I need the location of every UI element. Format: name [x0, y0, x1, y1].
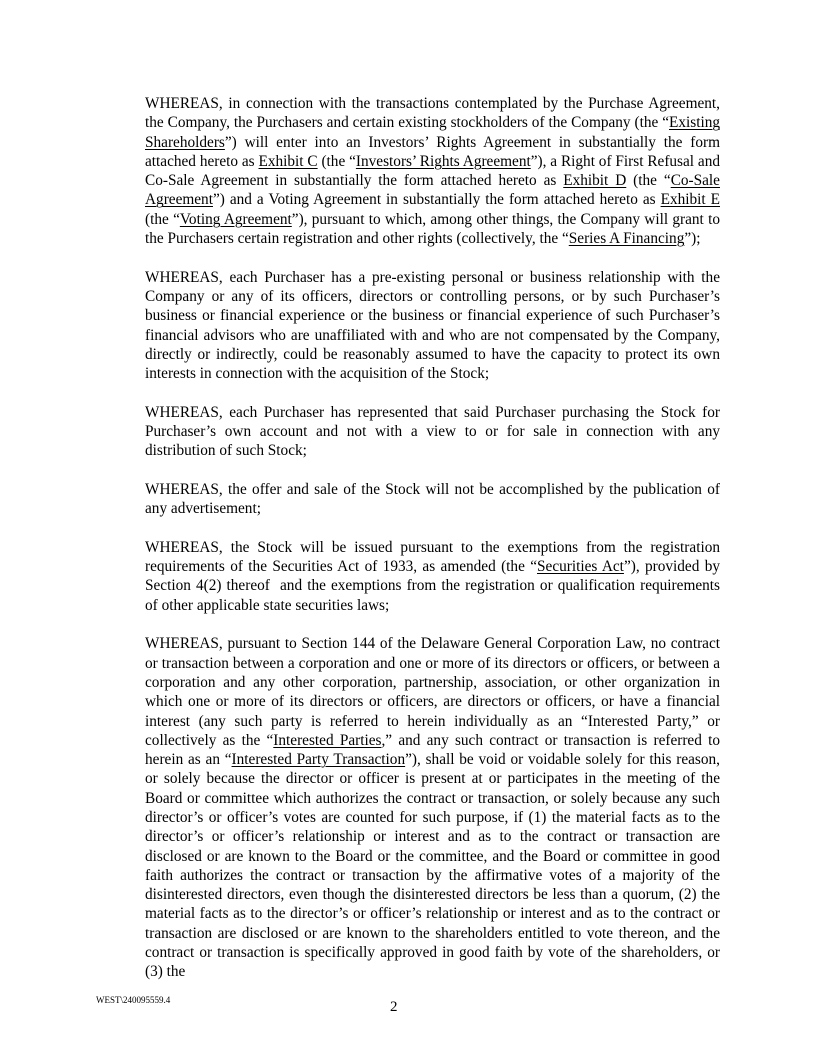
whereas-paragraph	[145, 403, 720, 461]
defined-term: Exhibit C	[258, 152, 318, 170]
paragraph-text: ”), shall be void or voidable solely for this reason, or solely because the director or officer is present at or participates in the meeting of the Board or committee which authorizes the contract or transaction, or solely because any such director’s or officer’s votes are counted for such purpose, if (1) the material facts as to the director’s or officer’s relationship or interest and as to the contract or transaction are disclosed or are known to the Board or the committee, and the Board or committee in good faith authorizes the contract or transaction by the affirmative votes of a majority of the disinterested directors, even though the disinterested directors be less than a quorum, (2) the material facts as to the director’s or officer’s relationship or interest and as to the contract or transaction are disclosed or are known to the shareholders entitled to vote thereon, and the contract or transaction is specifically approved in good faith by vote of the shareholders, or (3) the	[145, 751, 721, 981]
paragraph-text: WHEREAS, in connection with the transactions contemplated by the Purchase Agreement, the Company, the Purchasers and certain existing stockholders of the Company (the “	[145, 95, 720, 132]
defined-term: Existing Shareholders	[145, 114, 720, 151]
defined-term: Interested Parties	[273, 731, 382, 749]
paragraph-text: ”) and a Voting Agreement in substantially the form attached hereto as	[212, 191, 661, 209]
paragraph-text: ”), pursuant to which, among other things, the Company will grant to the Purchasers certain registration and other rights (collectively, the “	[145, 210, 720, 248]
defined-term: Series A Financing	[568, 230, 685, 248]
paragraph-text: ”), a Right of First Refusal and Co-Sale Agreement in substantially the form attached hereto as	[145, 152, 720, 190]
whereas-paragraph	[145, 268, 720, 384]
whereas-paragraph	[145, 538, 720, 615]
paragraph-text: WHEREAS, the Stock will be issued pursuant to the exemptions from the registration requirements of the Securities Act of 1933, as amended (the “	[145, 538, 720, 576]
paragraph-text: WHEREAS, each Purchaser has a pre-existing personal or business relationship with the Company or any of its officers, directors or controlling persons, or by such Purchaser’s business or financial experience or the business or financial experience of such Purchaser’s financial advisors who are unaffiliated with and who are not compensated by the Company, directly or indirectly, could be reasonably assumed to have the capacity to protect its own interests in connection with the acquisition of the Stock;	[145, 268, 720, 383]
whereas-paragraph	[145, 480, 720, 519]
defined-term: Interested Party Transaction	[231, 751, 406, 769]
defined-term: Voting Agreement	[179, 210, 292, 228]
defined-term: Co-Sale Agreement	[145, 172, 720, 209]
paragraph-text: WHEREAS, each Purchaser has represented that said Purchaser purchasing the Stock for Purchaser’s own account and not with a view to or for sale in connection with any distribution of such Stock;	[145, 403, 720, 460]
paragraph-text: WHEREAS, the offer and sale of the Stock will not be accomplished by the publication of any advertisement;	[145, 480, 720, 518]
document-id: WEST\240095559.4	[96, 995, 171, 1005]
paragraph-text: (the “	[626, 172, 671, 190]
defined-term: Investors’ Rights Agreement	[355, 152, 531, 170]
paragraph-text: (the “	[317, 152, 356, 170]
paragraph-text: ”) will enter into an Investors’ Rights Agreement in substantially the form attached hereto as	[145, 133, 720, 170]
document-body	[145, 94, 720, 1001]
paragraph-text: WHEREAS, pursuant to Section 144 of the Delaware General Corporation Law, no contract or transaction between a corporation and one or more of its directors or officers, or between a corporation and any other corporation, partnership, association, or other organization in which one or more of its directors or officers, are directors or officers, or have a financial interest (any such party is referred to herein individually as an “Interested Party,” or collectively as the “	[145, 635, 720, 749]
page-number: 2	[390, 999, 398, 1015]
defined-term: Securities Act	[537, 558, 624, 576]
paragraph-text: ”);	[684, 230, 701, 248]
whereas-paragraph	[145, 94, 720, 248]
whereas-paragraph	[145, 634, 720, 981]
paragraph-text: ”), provided by Section 4(2) thereof and the exemptions from the registration or qualification requirements of other applicable state securities laws;	[145, 558, 721, 614]
paragraph-text: (the “	[145, 210, 180, 228]
defined-term: Exhibit D	[563, 172, 627, 190]
paragraph-text: ,” and any such contract or transaction is referred to herein as an “	[145, 731, 721, 769]
defined-term: Exhibit E	[660, 191, 720, 209]
